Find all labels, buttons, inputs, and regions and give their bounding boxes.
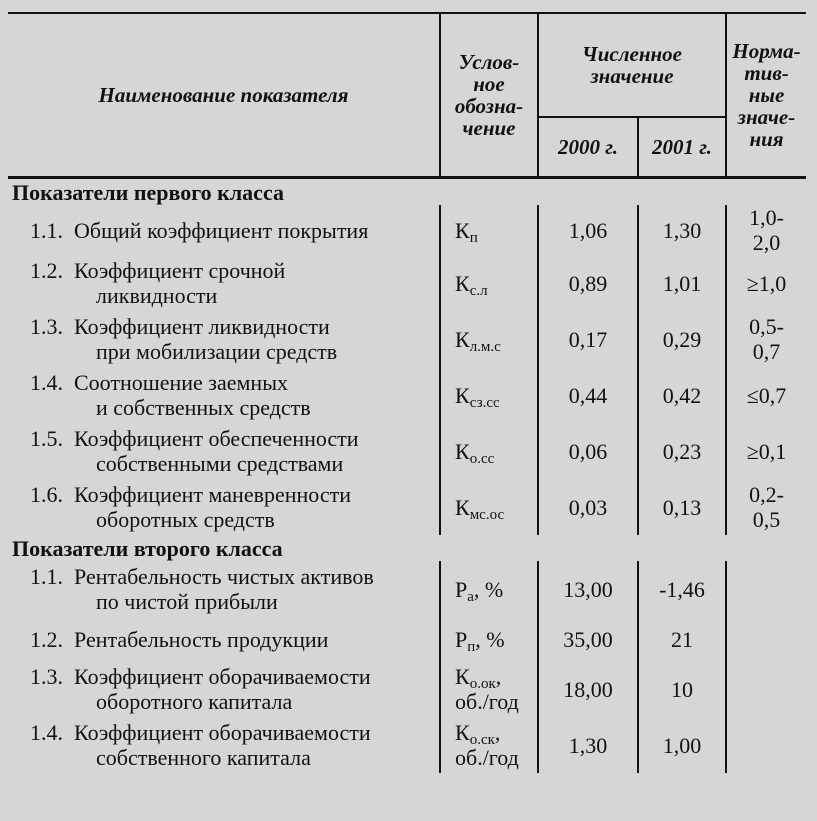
value-2000: 13,00 bbox=[538, 561, 638, 617]
value-2000: 0,06 bbox=[538, 423, 638, 479]
indicator-index: 1.1. bbox=[30, 217, 63, 243]
indicator-symbol bbox=[440, 617, 538, 661]
value-2001: 1,00 bbox=[638, 717, 726, 773]
symbol-letter: К bbox=[455, 494, 470, 520]
norm-line2: 0,7 bbox=[752, 339, 781, 364]
indicator-index: 1.5. bbox=[30, 426, 63, 451]
indicator-name-line1: Коэффициент оборачиваемости bbox=[74, 664, 371, 689]
norm-line2: 2,0 bbox=[752, 230, 781, 255]
indicator-name bbox=[8, 617, 440, 661]
indicators-table bbox=[8, 12, 806, 773]
table-row bbox=[8, 311, 806, 367]
norm-value bbox=[726, 205, 806, 255]
symbol-unit: , % bbox=[473, 576, 504, 602]
value-2001: 0,23 bbox=[638, 423, 726, 479]
indicator-symbol bbox=[440, 717, 538, 773]
symbol-unit: , bbox=[495, 664, 502, 689]
indicator-name bbox=[8, 255, 440, 311]
norm-value bbox=[726, 423, 806, 479]
norm-value bbox=[726, 561, 806, 617]
indicator-name bbox=[8, 367, 440, 423]
indicator-index: 1.2. bbox=[30, 626, 63, 652]
indicator-symbol bbox=[440, 255, 538, 311]
indicator-index: 1.3. bbox=[30, 664, 63, 689]
norm-value bbox=[726, 367, 806, 423]
table-row bbox=[8, 367, 806, 423]
value-2000: 0,17 bbox=[538, 311, 638, 367]
value-2000: 1,06 bbox=[538, 205, 638, 255]
indicator-name bbox=[8, 311, 440, 367]
indicator-name-line2: собственного капитала bbox=[96, 745, 311, 770]
table-row bbox=[8, 717, 806, 773]
indicator-name-line2: по чистой прибыли bbox=[96, 589, 278, 614]
value-2000: 0,03 bbox=[538, 479, 638, 535]
norm-line1: 1,0- bbox=[749, 205, 784, 230]
value-2000: 0,44 bbox=[538, 367, 638, 423]
table-row bbox=[8, 423, 806, 479]
value-2000: 35,00 bbox=[538, 617, 638, 661]
indicator-symbol bbox=[440, 311, 538, 367]
norm-line1: ≤0,7 bbox=[746, 382, 787, 408]
indicator-index: 1.4. bbox=[30, 370, 63, 395]
header-year-2001: 2001 г. bbox=[638, 117, 726, 178]
section-title: Показатели второго класса bbox=[12, 535, 283, 561]
header-value: Численное значение bbox=[538, 13, 726, 117]
indicator-name-line1: Коэффициент оборачиваемости bbox=[74, 720, 371, 745]
norm-line1: 0,2- bbox=[749, 482, 784, 507]
symbol-subscript: с.л bbox=[469, 282, 488, 299]
value-2000: 0,89 bbox=[538, 255, 638, 311]
value-2001: -1,46 bbox=[638, 561, 726, 617]
indicator-symbol bbox=[440, 561, 538, 617]
value-2001: 0,42 bbox=[638, 367, 726, 423]
indicator-name bbox=[8, 205, 440, 255]
table-row bbox=[8, 561, 806, 617]
symbol-subscript: мс.ос bbox=[469, 506, 505, 523]
norm-line1: ≥1,0 bbox=[746, 270, 787, 296]
value-2000: 18,00 bbox=[538, 661, 638, 717]
indicator-name bbox=[8, 717, 440, 773]
indicator-name-line1: Общий коэффициент покрытия bbox=[74, 217, 369, 243]
table-row bbox=[8, 617, 806, 661]
header-norm: Норма- тив- ные значе- ния bbox=[726, 13, 806, 178]
table-row bbox=[8, 479, 806, 535]
indicator-name bbox=[8, 661, 440, 717]
section-header bbox=[8, 178, 806, 206]
symbol-letter: К bbox=[455, 270, 470, 296]
indicator-index: 1.2. bbox=[30, 258, 63, 283]
section-header bbox=[8, 535, 806, 561]
symbol-unit: , bbox=[494, 720, 501, 745]
indicator-symbol bbox=[440, 423, 538, 479]
value-2000: 1,30 bbox=[538, 717, 638, 773]
indicator-name-line1: Рентабельность чистых активов bbox=[74, 564, 374, 589]
norm-line1: 0,5- bbox=[749, 314, 784, 339]
header-symbol: Услов- ное обозна- чение bbox=[440, 13, 538, 178]
section-title: Показатели первого класса bbox=[12, 179, 284, 205]
symbol-letter: К bbox=[455, 326, 470, 352]
table-row bbox=[8, 255, 806, 311]
indicator-name-line1: Коэффициент ликвидности bbox=[74, 314, 330, 339]
norm-value bbox=[726, 617, 806, 661]
symbol-subscript: а bbox=[467, 588, 474, 605]
indicator-symbol bbox=[440, 479, 538, 535]
norm-value bbox=[726, 661, 806, 717]
indicator-name-line1: Коэффициент маневренности bbox=[74, 482, 351, 507]
symbol-unit: , % bbox=[475, 626, 505, 652]
symbol-subscript: о.ск bbox=[469, 732, 495, 748]
header-year-2000: 2000 г. bbox=[538, 117, 638, 178]
symbol-letter: К bbox=[455, 382, 470, 408]
value-2001: 1,30 bbox=[638, 205, 726, 255]
indicator-index: 1.3. bbox=[30, 314, 63, 339]
indicator-name bbox=[8, 479, 440, 535]
norm-line1: ≥0,1 bbox=[746, 438, 787, 464]
indicator-name-line2: ликвидности bbox=[96, 283, 218, 308]
value-2001: 10 bbox=[638, 661, 726, 717]
norm-value bbox=[726, 479, 806, 535]
indicator-index: 1.1. bbox=[30, 564, 63, 589]
indicator-name-line2: и собственных средств bbox=[96, 395, 311, 420]
norm-value bbox=[726, 717, 806, 773]
indicator-name bbox=[8, 561, 440, 617]
indicator-index: 1.4. bbox=[30, 720, 63, 745]
symbol-subscript: п bbox=[467, 638, 476, 655]
table-body bbox=[8, 178, 806, 774]
indicator-name-line1: Коэффициент срочной bbox=[74, 258, 286, 283]
indicator-name-line1: Рентабельность продукции bbox=[74, 626, 329, 652]
indicator-name-line2: оборотного капитала bbox=[96, 689, 293, 714]
indicator-name bbox=[8, 423, 440, 479]
value-2001: 0,29 bbox=[638, 311, 726, 367]
symbol-letter: Р bbox=[455, 576, 468, 602]
norm-value bbox=[726, 255, 806, 311]
table-row bbox=[8, 661, 806, 717]
symbol-letter: Р bbox=[455, 626, 468, 652]
indicator-symbol bbox=[440, 205, 538, 255]
symbol-subscript: о.сс bbox=[469, 450, 495, 467]
symbol-letter: К bbox=[455, 720, 470, 745]
symbol-unit-line2: об./год bbox=[455, 689, 519, 714]
symbol-subscript: о.ок bbox=[469, 676, 496, 692]
table-header bbox=[8, 13, 806, 178]
symbol-subscript: п bbox=[469, 229, 478, 246]
indicator-name-line2: оборотных средств bbox=[96, 507, 275, 532]
indicator-name-line1: Коэффициент обеспеченности bbox=[74, 426, 359, 451]
symbol-letter: К bbox=[455, 217, 470, 243]
symbol-letter: К bbox=[455, 664, 470, 689]
norm-value bbox=[726, 311, 806, 367]
indicator-name-line1: Соотношение заемных bbox=[74, 370, 288, 395]
symbol-subscript: л.м.с bbox=[469, 338, 501, 355]
value-2001: 0,13 bbox=[638, 479, 726, 535]
norm-line2: 0,5 bbox=[752, 507, 781, 532]
indicator-symbol bbox=[440, 661, 538, 717]
symbol-letter: К bbox=[455, 438, 470, 464]
indicator-name-line2: собственными средствами bbox=[96, 451, 344, 476]
indicator-name-line2: при мобилизации средств bbox=[96, 339, 338, 364]
header-name: Наименование показателя bbox=[8, 13, 440, 178]
indicator-symbol bbox=[440, 367, 538, 423]
symbol-unit-line2: об./год bbox=[455, 745, 519, 770]
table-row bbox=[8, 205, 806, 255]
indicator-index: 1.6. bbox=[30, 482, 63, 507]
value-2001: 21 bbox=[638, 617, 726, 661]
symbol-subscript: сз.сс bbox=[469, 394, 500, 411]
value-2001: 1,01 bbox=[638, 255, 726, 311]
